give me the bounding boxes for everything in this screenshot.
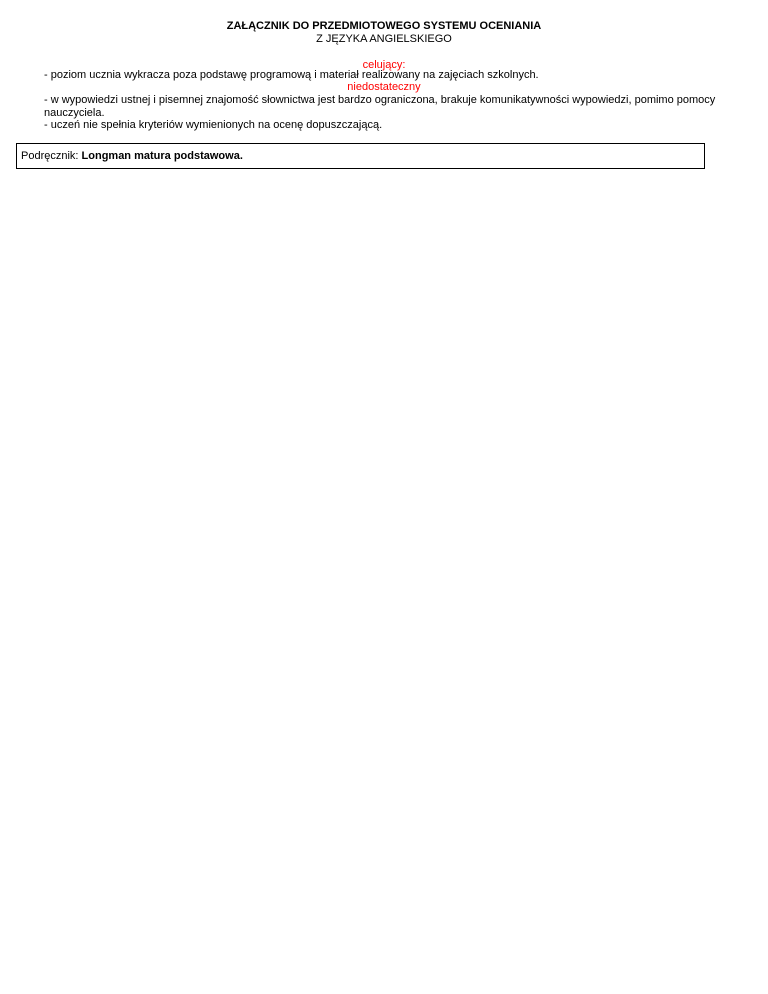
- grade-heading-celujacy: celujący:: [362, 59, 406, 71]
- textbook-box: [16, 143, 705, 169]
- document-title: ZAŁĄCZNIK DO PRZEDMIOTOWEGO SYSTEMU OCENIANIA: [226, 20, 542, 32]
- textbook-name: Longman matura podstawowa.: [81, 150, 243, 162]
- textbook-label: Podręcznik:: [21, 150, 82, 162]
- criterion-celujacy-1: - poziom ucznia wykracza poza podstawę programową i materiał realizowany na zajęciach szkolnych.: [44, 69, 539, 81]
- document-subtitle: Z JĘZYKA ANGIELSKIEGO: [316, 33, 452, 45]
- criterion-niedostateczny-2: - uczeń nie spełnia kryteriów wymienionych na ocenę dopuszczającą.: [44, 119, 383, 131]
- grade-heading-niedostateczny: niedostateczny: [347, 81, 421, 93]
- criterion-niedostateczny-1: - w wypowiedzi ustnej i pisemnej znajomość słownictwa jest bardzo ograniczona, brakuje komunikatywności wypowiedzi, pomimo pomocy nauczyciela.: [44, 94, 716, 119]
